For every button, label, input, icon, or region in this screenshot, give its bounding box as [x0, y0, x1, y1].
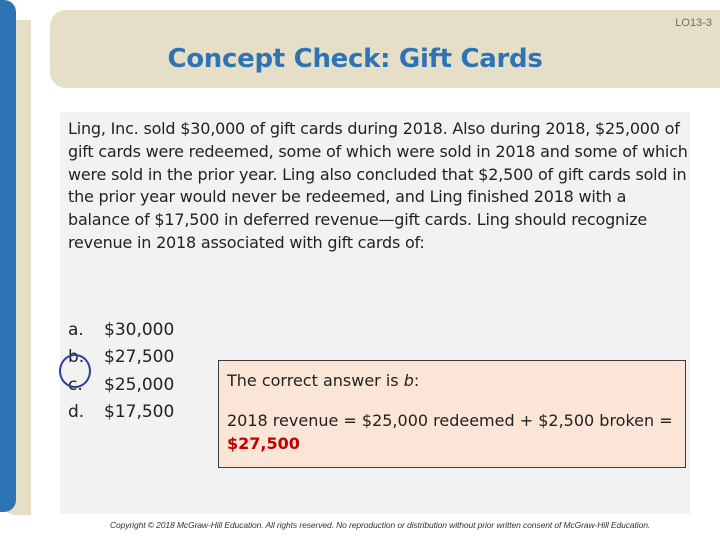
answer-explanation — [227, 409, 677, 455]
choice-letter: a. — [68, 319, 84, 340]
title-banner — [50, 10, 720, 88]
choice-d — [68, 399, 174, 427]
copyright-footer: Copyright © 2018 McGraw-Hill Education. All rights reserved. No reproduction or distribution without prior written consent of McGraw-Hill Education. — [110, 520, 651, 530]
side-accent-bar — [0, 0, 16, 512]
answer-colon: : — [413, 371, 420, 390]
choice-letter: c. — [68, 374, 83, 395]
choice-a — [68, 316, 174, 344]
slide-title: Concept Check: Gift Cards — [167, 44, 543, 74]
answer-heading — [227, 371, 419, 390]
answer-letter: b — [403, 371, 414, 390]
choice-value: $30,000 — [104, 319, 175, 340]
choice-value: $27,500 — [104, 347, 175, 368]
choice-letter: d. — [68, 402, 85, 423]
learning-objective-label: LO13-3 — [675, 17, 712, 29]
answer-intro: The correct answer is — [227, 371, 404, 390]
answer-highlight-value: $27,500 — [227, 434, 300, 453]
choice-value: $17,500 — [104, 402, 175, 423]
question-text: Ling, Inc. sold $30,000 of gift cards during 2018. Also during 2018, $25,000 of gift cards were redeemed, some of which were sold in 2018 and some of which were sold in the prior year. Ling also concluded that $2,500 of gift cards sold in the prior year would never be redeemed, and Ling finished 2018 with a balance of $17,500 in deferred revenue—gift cards. Ling should recognize revenue in 2018 associated with gift cards of: — [68, 119, 688, 252]
choice-letter: b. — [68, 347, 85, 368]
choice-value: $25,000 — [104, 374, 175, 395]
correct-answer-circle — [59, 354, 91, 388]
answer-callout — [218, 360, 686, 468]
answer-explanation-text: 2018 revenue = $25,000 redeemed + $2,500 broken = — [227, 411, 673, 430]
